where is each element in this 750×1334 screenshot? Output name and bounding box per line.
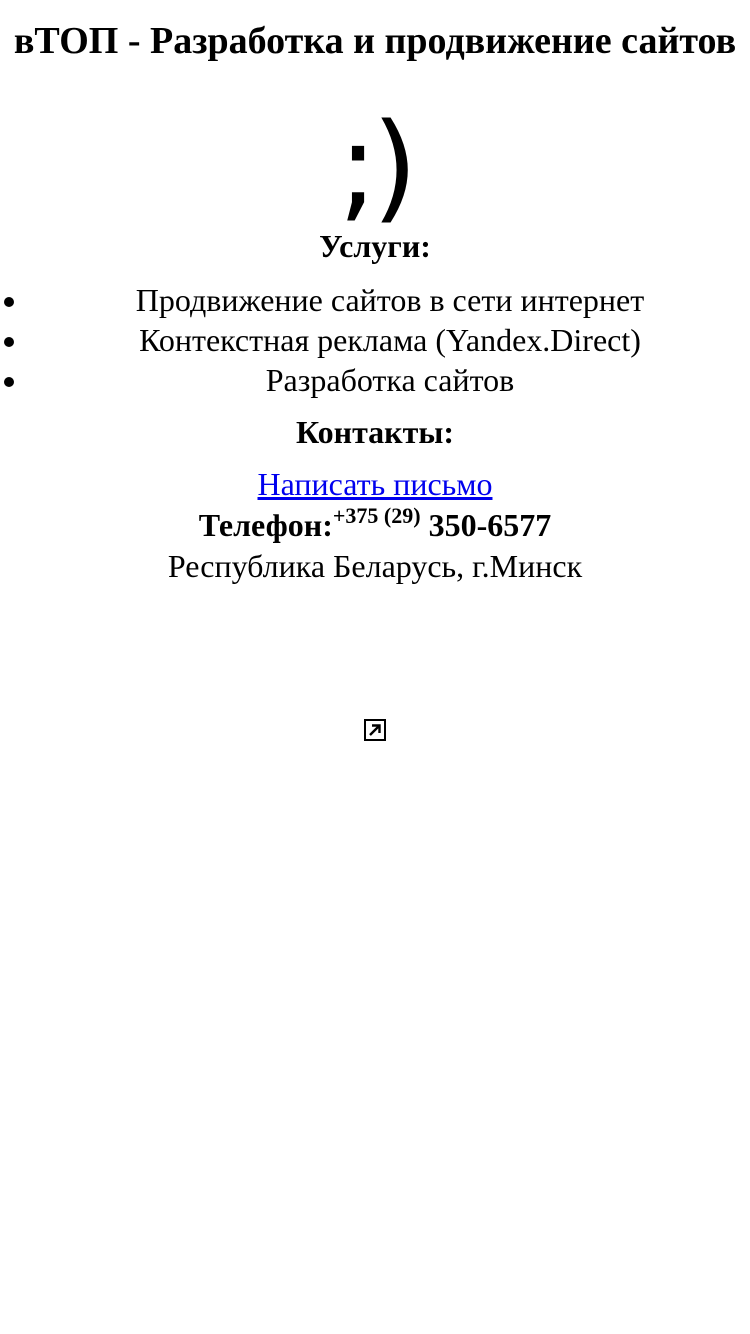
list-item: • Продвижение сайтов в сети интернет (30, 280, 750, 320)
list-item: • Контекстная реклама (Yandex.Direct) (30, 320, 750, 360)
site-title: вТОП - Разработка и продвижение сайтов (13, 20, 737, 62)
contacts-block (0, 412, 750, 586)
wink-smiley: ;) (338, 97, 412, 235)
phone-line (0, 504, 750, 546)
address: Республика Беларусь, г.Минск (167, 548, 583, 584)
phone-number: 350-6577 (420, 507, 552, 543)
services-heading: Услуги: (319, 228, 431, 264)
write-email-link[interactable]: Написать письмо (257, 466, 493, 502)
phone-code: +375 (29) (332, 503, 421, 528)
contacts-heading: Контакты: (296, 414, 454, 450)
external-link-icon[interactable] (364, 719, 386, 741)
services-list (0, 280, 750, 400)
list-item: • Разработка сайтов (30, 360, 750, 400)
phone-label: Телефон: (198, 507, 333, 543)
